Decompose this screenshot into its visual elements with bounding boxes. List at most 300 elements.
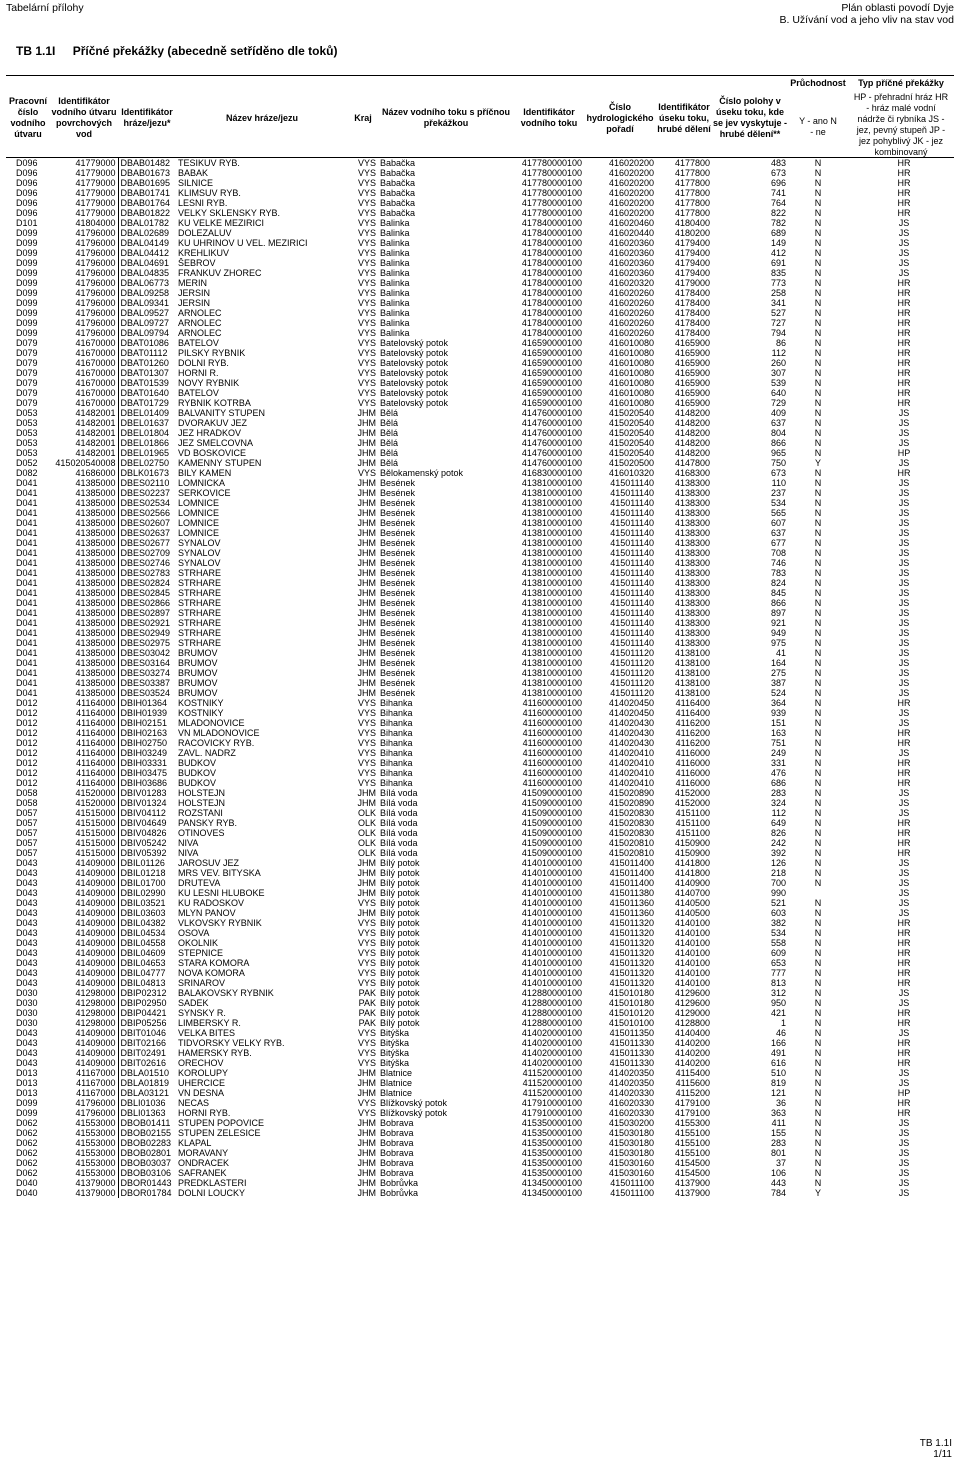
table-cell: 415011360	[609, 898, 654, 908]
table-title	[16, 44, 337, 58]
table-cell: D053	[16, 438, 38, 448]
table-cell: 237	[770, 488, 786, 498]
table-cell: N	[814, 548, 822, 558]
table-cell: 41164000	[76, 758, 116, 768]
table-cell: 4115200	[675, 1088, 710, 1098]
table-cell: 41796000	[75, 1108, 116, 1118]
table-cell: SAFRANEK	[178, 1168, 227, 1178]
table-cell: BRUMOV	[178, 688, 218, 698]
table-cell: JEZ SMELCOVNA	[178, 438, 254, 448]
table-cell: DBIH02151	[118, 718, 176, 728]
table-cell: DRUTEVA	[178, 878, 221, 888]
table-cell: VYS	[357, 738, 376, 748]
table-cell: DBAT01307	[118, 368, 176, 378]
table-cell: 415030160	[608, 1168, 654, 1178]
table-cell: 415020540	[608, 438, 654, 448]
table-row	[0, 218, 960, 228]
table-cell: DBIH03249	[118, 748, 176, 758]
table-cell: Bihanka	[380, 728, 413, 738]
table-cell: 416010080	[608, 358, 654, 368]
table-cell: JHM	[357, 1138, 376, 1148]
table-cell: 41796000	[75, 248, 116, 258]
table-cell: 777	[770, 968, 786, 978]
table-cell: VD BOSKOVICE	[178, 448, 247, 458]
table-row	[0, 658, 960, 668]
table-cell: Bílý potok	[380, 898, 420, 908]
table-cell: 416020260	[608, 318, 654, 328]
table-cell: 4129600	[674, 988, 710, 998]
table-row	[0, 188, 960, 198]
table-cell: 413450000100	[521, 1188, 582, 1198]
table-cell: 41409000	[75, 978, 116, 988]
table-cell: 4138300	[674, 498, 710, 508]
table-cell: D062	[16, 1168, 38, 1178]
table-cell: HR	[897, 758, 911, 768]
table-cell: VYS	[357, 218, 376, 228]
table-cell: 4165900	[674, 378, 710, 388]
table-cell: 534	[770, 928, 786, 938]
table-cell: 415090000100	[521, 788, 582, 798]
table-cell: DBAT01086	[118, 338, 176, 348]
table-cell: 331	[770, 758, 786, 768]
table-cell: 41385000	[75, 658, 116, 668]
table-cell: DBAB01764	[118, 198, 176, 208]
table-cell: JS	[898, 1028, 910, 1038]
table-cell: Besének	[380, 668, 416, 678]
table-row	[0, 968, 960, 978]
table-cell: DBIV01283	[118, 788, 176, 798]
table-cell: Besének	[380, 638, 416, 648]
table-cell: D041	[16, 668, 38, 678]
table-cell: 415090000100	[521, 818, 582, 828]
table-cell: 411520000100	[522, 1068, 582, 1078]
table-cell: HR	[897, 818, 911, 828]
table-cell: 41670000	[75, 398, 116, 408]
table-cell: DBIV04649	[118, 818, 176, 828]
table-cell: D058	[16, 798, 38, 808]
table-cell: HR	[897, 778, 911, 788]
table-cell: 4152000	[674, 788, 710, 798]
table-cell: 414020000100	[521, 1058, 582, 1068]
table-cell: 708	[770, 548, 786, 558]
table-cell: 41670000	[75, 358, 116, 368]
table-cell: 4140200	[674, 1038, 710, 1048]
table-cell: 764	[770, 198, 786, 208]
table-cell: HR	[897, 728, 911, 738]
table-cell: 41409000	[75, 948, 116, 958]
table-cell: 4140100	[674, 978, 710, 988]
table-cell: 242	[770, 838, 786, 848]
table-cell: 415011140	[610, 478, 654, 488]
table-cell: 750	[770, 458, 786, 468]
table-cell: Bílý potok	[380, 1008, 420, 1018]
table-cell: Bobrava	[380, 1158, 414, 1168]
table-cell: 412	[770, 248, 786, 258]
table-cell: 126	[770, 858, 786, 868]
table-cell: 249	[770, 748, 786, 758]
table-cell: N	[814, 748, 822, 758]
table-cell: VYS	[357, 978, 376, 988]
table-cell: 696	[770, 178, 786, 188]
table-cell: 746	[770, 558, 786, 568]
table-cell: VYS	[357, 318, 376, 328]
table-cell: DBLI01036	[118, 1098, 176, 1108]
table-cell: N	[814, 1038, 822, 1048]
table-cell: VYS	[357, 248, 376, 258]
table-cell: 41553000	[75, 1138, 116, 1148]
table-cell: 416010080	[608, 338, 654, 348]
table-cell: DBES02845	[118, 588, 176, 598]
table-cell: SYNALOV	[178, 558, 221, 568]
table-cell: 415011320	[609, 918, 654, 928]
table-cell: 41515000	[75, 828, 116, 838]
table-cell: N	[814, 848, 822, 858]
table-cell: LOMNICE	[178, 518, 220, 528]
table-cell: 417840000100	[521, 288, 582, 298]
table-cell: 415011330	[609, 1058, 654, 1068]
table-cell: 415020540	[608, 448, 654, 458]
table-cell: JS	[898, 1128, 910, 1138]
table-cell: 415020500	[608, 458, 654, 468]
table-cell: 413810000100	[521, 568, 582, 578]
table-cell: 4138300	[674, 528, 710, 538]
table-cell: VN DESNA	[178, 1088, 225, 1098]
table-cell: 41167000	[76, 1078, 116, 1088]
table-cell: 4138300	[674, 478, 710, 488]
table-cell: 417780000100	[521, 208, 582, 218]
table-cell: 413810000100	[521, 528, 582, 538]
table-cell: D041	[16, 518, 38, 528]
table-cell: JS	[898, 628, 910, 638]
table-cell: 417840000100	[521, 228, 582, 238]
table-cell: D041	[16, 608, 38, 618]
table-cell: 411600000100	[522, 748, 582, 758]
table-cell: 41	[775, 648, 786, 658]
table-cell: N	[814, 1178, 822, 1188]
col-header-3: Identifikátor hráze/jezu*	[121, 107, 173, 128]
table-cell: JS	[898, 1158, 910, 1168]
table-cell: N	[814, 618, 822, 628]
table-cell: 415011400	[609, 858, 654, 868]
table-cell: JS	[898, 428, 910, 438]
table-cell: 415030160	[608, 1158, 654, 1168]
table-cell: D079	[16, 358, 38, 368]
table-cell: D062	[16, 1138, 38, 1148]
table-row	[0, 1008, 960, 1018]
table-cell: HR	[897, 1038, 911, 1048]
table-cell: 260	[770, 358, 786, 368]
table-cell: VYS	[357, 958, 376, 968]
table-cell: 41796000	[75, 268, 116, 278]
table-cell: 415020810	[608, 848, 654, 858]
table-cell: Batelovský potok	[380, 388, 449, 398]
table-cell: 414020410	[608, 768, 654, 778]
table-cell: N	[814, 308, 822, 318]
table-cell: Balinka	[380, 228, 410, 238]
table-cell: Bělá	[380, 458, 399, 468]
table-cell: HR	[897, 308, 911, 318]
table-cell: N	[814, 488, 822, 498]
table-cell: HR	[897, 918, 911, 928]
table-row	[0, 848, 960, 858]
table-cell: Blatnice	[380, 1088, 413, 1098]
table-cell: 41385000	[75, 518, 116, 528]
table-cell: N	[814, 248, 822, 258]
table-cell: DBES02921	[118, 618, 176, 628]
table-cell: 417840000100	[521, 268, 582, 278]
table-cell: Balinka	[380, 308, 410, 318]
table-cell: 411600000100	[522, 728, 582, 738]
table-row	[0, 508, 960, 518]
table-cell: 822	[770, 208, 786, 218]
table-cell: 677	[770, 538, 786, 548]
table-cell: Besének	[380, 678, 416, 688]
table-cell: DBAB01482	[118, 158, 176, 168]
table-cell: Bitýška	[380, 1038, 410, 1048]
table-cell: 689	[770, 228, 786, 238]
table-cell: LOMNICE	[178, 508, 220, 518]
page-footer	[920, 1438, 952, 1460]
table-cell: 414020450	[608, 708, 654, 718]
table-cell: DBIH03331	[118, 758, 176, 768]
table-cell: 106	[770, 1168, 786, 1178]
table-cell: N	[814, 668, 822, 678]
table-row	[0, 838, 960, 848]
table-cell: 921	[770, 618, 786, 628]
table-cell: HR	[897, 468, 911, 478]
table-cell: 415011380	[609, 888, 654, 898]
table-cell: 413810000100	[521, 518, 582, 528]
table-cell: 382	[770, 918, 786, 928]
table-row	[0, 538, 960, 548]
table-cell: Balinka	[380, 328, 410, 338]
table-cell: HR	[897, 188, 911, 198]
table-cell: 949	[770, 628, 786, 638]
table-cell: HR	[897, 368, 911, 378]
table-row	[0, 628, 960, 638]
table-cell: 727	[770, 318, 786, 328]
table-cell: JHM	[357, 1128, 376, 1138]
table-cell: Bílý potok	[380, 918, 420, 928]
table-cell: 41164000	[76, 778, 116, 788]
table-cell: D041	[16, 628, 38, 638]
table-cell: 415011140	[610, 598, 654, 608]
table-cell	[788, 888, 848, 898]
table-cell: 653	[770, 958, 786, 968]
table-cell: 415350000100	[521, 1138, 582, 1148]
table-row	[0, 638, 960, 648]
table-cell: HP	[897, 448, 911, 458]
table-cell: 4116400	[675, 698, 710, 708]
table-cell: 416590000100	[521, 388, 582, 398]
table-cell: Besének	[380, 598, 416, 608]
table-cell: HR	[897, 168, 911, 178]
table-cell: N	[814, 408, 822, 418]
table-cell: D053	[16, 448, 38, 458]
table-cell: JS	[898, 258, 910, 268]
table-cell: DBES02709	[118, 548, 176, 558]
table-cell: DBOB01411	[118, 1118, 176, 1128]
table-cell: D099	[16, 238, 38, 248]
table-cell: 415011140	[610, 638, 654, 648]
table-cell: STRHARE	[178, 568, 222, 578]
table-cell: N	[814, 498, 822, 508]
table-cell: VYS	[357, 308, 376, 318]
table-cell: DBEL01409	[118, 408, 176, 418]
table-cell: 411600000100	[522, 708, 582, 718]
table-cell: 4128800	[674, 1018, 710, 1028]
table-cell: JS	[898, 418, 910, 428]
table-cell: 415030180	[608, 1128, 654, 1138]
table-cell: 41164000	[76, 698, 116, 708]
table-cell: N	[814, 1118, 822, 1128]
header-top-line	[6, 75, 954, 76]
table-cell: JS	[898, 1188, 910, 1198]
table-cell: 4138300	[674, 568, 710, 578]
table-cell: Y	[814, 458, 821, 468]
table-cell: 4152000	[674, 798, 710, 808]
table-cell: 819	[770, 1078, 786, 1088]
table-cell: VYS	[357, 708, 376, 718]
table-row	[0, 688, 960, 698]
table-cell: Besének	[380, 508, 416, 518]
table-cell: DBIV05392	[118, 848, 176, 858]
table-row	[0, 898, 960, 908]
table-cell: JS	[898, 1138, 910, 1148]
table-cell: JHM	[357, 608, 376, 618]
table-cell: D041	[16, 648, 38, 658]
table-cell: JHM	[357, 1158, 376, 1168]
table-cell: VYS	[357, 358, 376, 368]
table-cell: 411600000100	[522, 698, 582, 708]
table-cell: HR	[897, 338, 911, 348]
table-cell: VYS	[357, 768, 376, 778]
table-row	[0, 298, 960, 308]
table-cell: JHM	[357, 1148, 376, 1158]
table-cell: Bílý potok	[380, 868, 420, 878]
table-cell: 41385000	[75, 538, 116, 548]
table-cell: JHM	[357, 1178, 376, 1188]
table-cell: DBIL03521	[118, 898, 176, 908]
table-cell: HORNI R.	[178, 368, 219, 378]
table-row	[0, 1028, 960, 1038]
table-cell: D053	[16, 418, 38, 428]
table-cell: 413810000100	[521, 508, 582, 518]
table-cell: DBES02637	[118, 528, 176, 538]
table-row	[0, 558, 960, 568]
table-cell: DBAL09258	[118, 288, 176, 298]
table-cell: 41385000	[75, 478, 116, 488]
table-cell: D096	[16, 198, 38, 208]
table-row	[0, 278, 960, 288]
table-cell: BILY KAMEN	[178, 468, 232, 478]
table-cell: D043	[16, 868, 38, 878]
table-cell: HR	[897, 958, 911, 968]
table-cell: Bílý potok	[380, 998, 420, 1008]
table-cell: Besének	[380, 628, 416, 638]
table-cell: BALVANITY STUPEN	[178, 408, 266, 418]
table-cell: VYS	[357, 918, 376, 928]
table-cell: 414020330	[608, 1088, 654, 1098]
col-header-2: Identifikátor vodního útvaru povrchových vod	[51, 96, 117, 139]
table-cell: VYS	[357, 338, 376, 348]
table-cell: 866	[770, 438, 786, 448]
table-cell: 417780000100	[521, 158, 582, 168]
table-cell: DBIL02990	[118, 888, 176, 898]
table-cell: N	[814, 368, 822, 378]
table-cell: 41553000	[75, 1168, 116, 1178]
table-cell: D012	[16, 698, 38, 708]
table-cell: D057	[16, 808, 38, 818]
table-cell: 41409000	[75, 938, 116, 948]
table-cell: VYS	[357, 278, 376, 288]
table-cell: Batelovský potok	[380, 338, 449, 348]
table-cell: Bílý potok	[380, 928, 420, 938]
table-cell: JS	[898, 548, 910, 558]
table-cell: DBES02746	[118, 558, 176, 568]
table-cell: DBES02824	[118, 578, 176, 588]
table-cell: Balinka	[380, 278, 410, 288]
table-cell: 163	[770, 728, 786, 738]
table-row	[0, 328, 960, 338]
table-cell: HR	[897, 928, 911, 938]
table-cell: N	[814, 288, 822, 298]
table-cell: VELKA BITES	[178, 1028, 236, 1038]
table-cell: 41796000	[75, 238, 116, 248]
table-cell: D079	[16, 338, 38, 348]
table-cell: N	[814, 1108, 822, 1118]
table-cell: 416020360	[608, 268, 654, 278]
table-cell: Balinka	[380, 258, 410, 268]
table-cell: D043	[16, 878, 38, 888]
table-cell: 4150900	[674, 838, 710, 848]
table-cell: PREDKLASTERI	[178, 1178, 247, 1188]
table-cell: Balinka	[380, 238, 410, 248]
table-cell: D041	[16, 508, 38, 518]
table-cell: PAK	[358, 988, 376, 998]
table-cell: DBES03164	[118, 658, 176, 668]
table-cell: HR	[897, 968, 911, 978]
table-cell: JHM	[357, 798, 376, 808]
table-row	[0, 618, 960, 628]
table-cell: D079	[16, 368, 38, 378]
table-header	[0, 76, 960, 158]
table-cell: 565	[770, 508, 786, 518]
table-cell: KAMENNY STUPEN	[178, 458, 262, 468]
table-cell: 4165900	[674, 358, 710, 368]
table-cell: Bihanka	[380, 768, 413, 778]
table-cell: 416020360	[608, 248, 654, 258]
table-cell: 41409000	[75, 858, 116, 868]
table-cell: D099	[16, 268, 38, 278]
table-cell: HR	[897, 278, 911, 288]
table-cell: 415011140	[610, 628, 654, 638]
table-row	[0, 748, 960, 758]
table-cell: Bihanka	[380, 698, 413, 708]
footer-code: TB 1.1I	[919, 1438, 952, 1449]
table-cell: SRINAROV	[178, 978, 226, 988]
table-cell: 4177800	[674, 208, 710, 218]
table-row	[0, 768, 960, 778]
table-row	[0, 858, 960, 868]
table-cell: BRUMOV	[178, 668, 218, 678]
table-cell: Batelovský potok	[380, 348, 449, 358]
table-cell: JHM	[357, 868, 376, 878]
table-cell: 312	[770, 988, 786, 998]
table-cell: DBOR01784	[118, 1188, 176, 1198]
table-row	[0, 808, 960, 818]
table-cell: Bihanka	[380, 708, 413, 718]
